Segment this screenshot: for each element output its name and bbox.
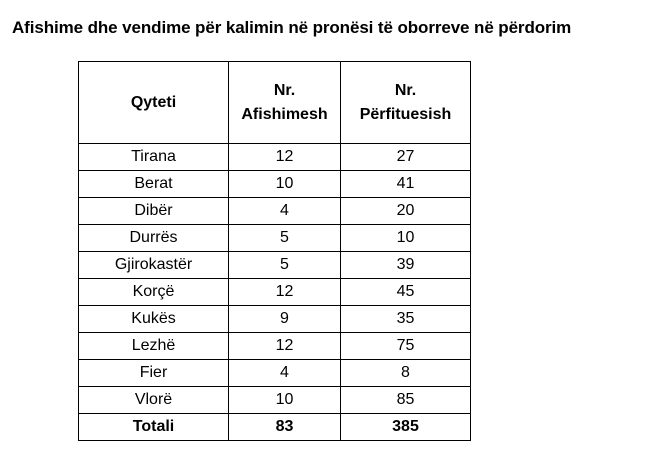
cell-beneficiaries: 45	[341, 279, 471, 306]
cell-beneficiaries: 39	[341, 252, 471, 279]
total-announcements: 83	[229, 414, 341, 441]
header-city	[79, 62, 229, 144]
cell-beneficiaries: 8	[341, 360, 471, 387]
table-row	[79, 252, 471, 279]
header-announcements	[229, 62, 341, 144]
cell-beneficiaries: 75	[341, 333, 471, 360]
table-row	[79, 279, 471, 306]
cell-city: Berat	[79, 171, 229, 198]
cell-city: Vlorë	[79, 387, 229, 414]
cell-beneficiaries: 35	[341, 306, 471, 333]
table-row	[79, 171, 471, 198]
cell-beneficiaries: 85	[341, 387, 471, 414]
cell-city: Dibër	[79, 198, 229, 225]
total-beneficiaries: 385	[341, 414, 471, 441]
table-row	[79, 333, 471, 360]
cell-announcements: 12	[229, 333, 341, 360]
data-table	[78, 61, 471, 441]
header-city-label: Qyteti	[130, 93, 177, 111]
cell-announcements: 12	[229, 144, 341, 171]
cell-announcements: 4	[229, 198, 341, 225]
table-row	[79, 225, 471, 252]
table-header-row	[79, 62, 471, 144]
cell-announcements: 9	[229, 306, 341, 333]
cell-city: Fier	[79, 360, 229, 387]
header-beneficiaries	[341, 62, 471, 144]
header-beneficiaries-line2: Përfituesish	[359, 105, 452, 123]
table-row	[79, 360, 471, 387]
table-total-row	[79, 414, 471, 441]
cell-city: Lezhë	[79, 333, 229, 360]
cell-beneficiaries: 10	[341, 225, 471, 252]
cell-beneficiaries: 41	[341, 171, 471, 198]
cell-announcements: 5	[229, 252, 341, 279]
cell-announcements: 10	[229, 171, 341, 198]
table-row	[79, 306, 471, 333]
total-label: Totali	[79, 414, 229, 441]
header-announcements-line1: Nr.	[273, 81, 296, 99]
cell-city: Korçë	[79, 279, 229, 306]
page-title: Afishime dhe vendime për kalimin në pronësi të oborreve në përdorim	[12, 18, 572, 37]
cell-announcements: 12	[229, 279, 341, 306]
cell-city: Gjirokastër	[79, 252, 229, 279]
header-beneficiaries-line1: Nr.	[394, 81, 417, 99]
cell-announcements: 10	[229, 387, 341, 414]
cell-city: Kukës	[79, 306, 229, 333]
cell-beneficiaries: 20	[341, 198, 471, 225]
cell-city: Tirana	[79, 144, 229, 171]
cell-announcements: 4	[229, 360, 341, 387]
cell-beneficiaries: 27	[341, 144, 471, 171]
table-row	[79, 387, 471, 414]
table-row	[79, 144, 471, 171]
table-row	[79, 198, 471, 225]
header-announcements-line2: Afishimesh	[241, 105, 328, 123]
cell-city: Durrës	[79, 225, 229, 252]
cell-announcements: 5	[229, 225, 341, 252]
